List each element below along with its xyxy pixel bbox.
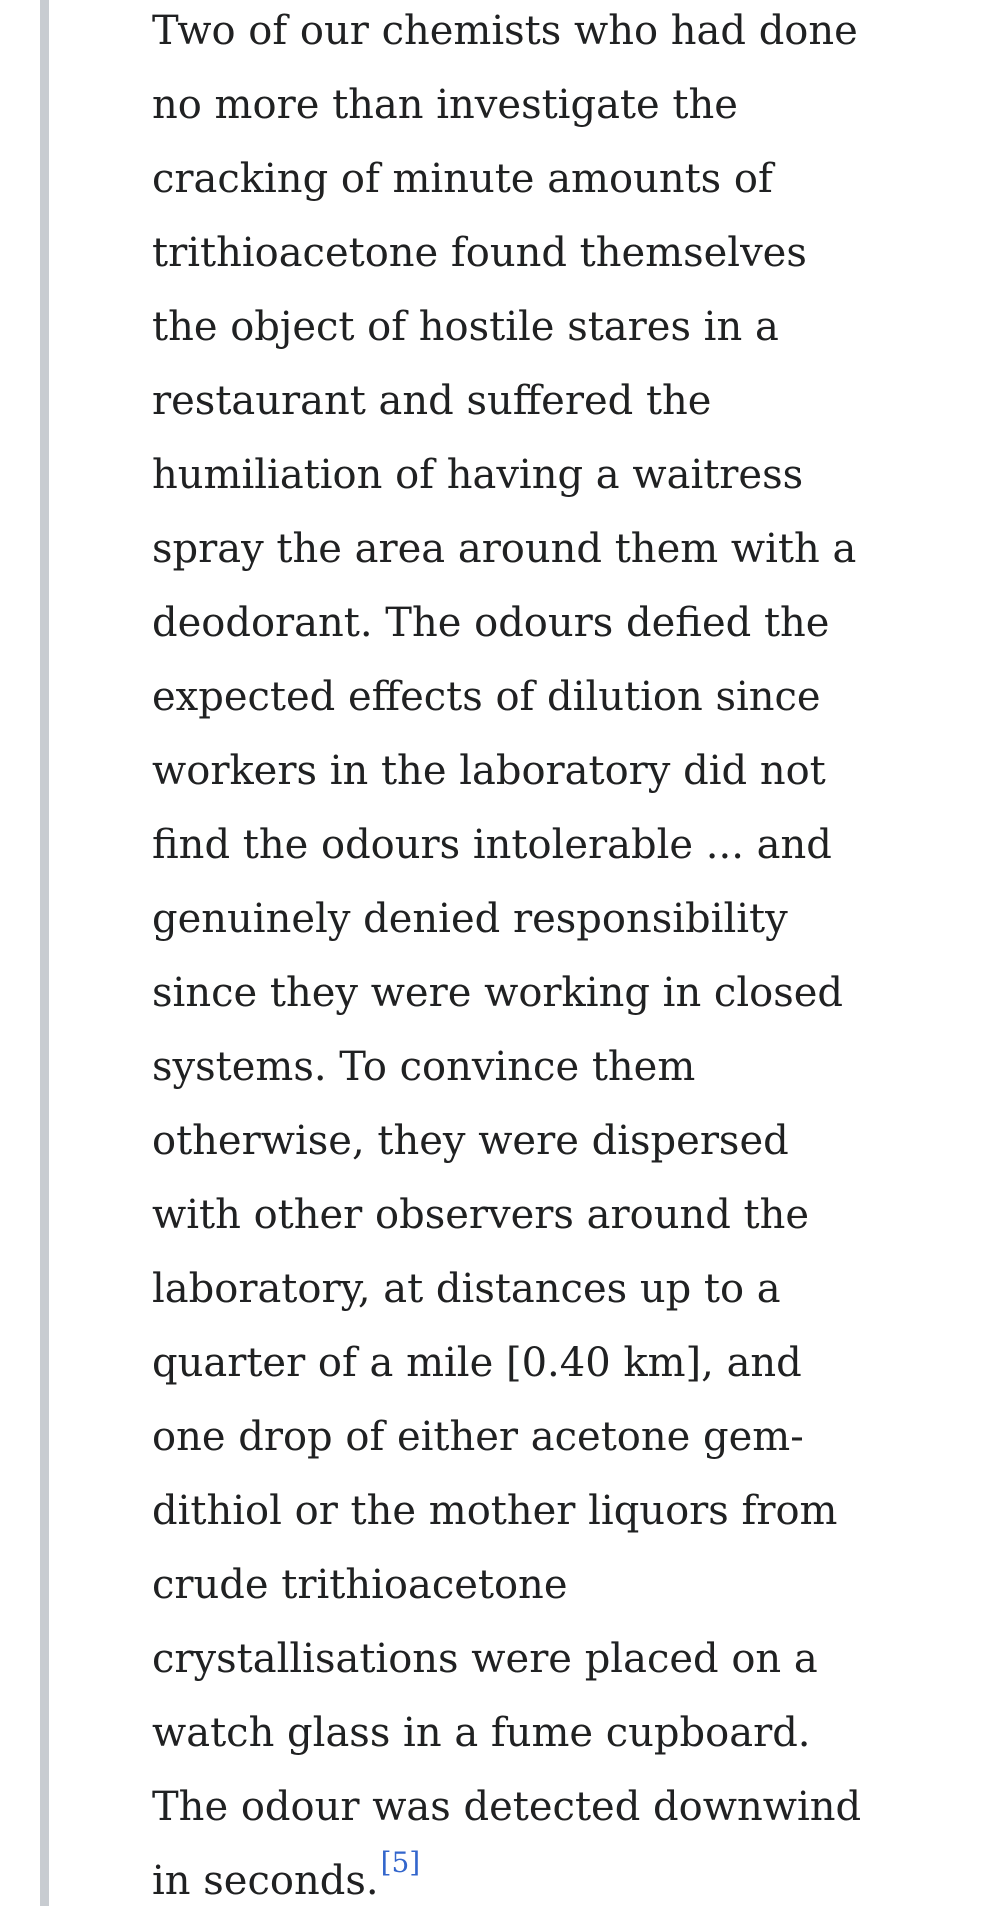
quote-line: systems. To convince them	[152, 1044, 696, 1090]
quote-line: laboratory, at distances up to a	[152, 1266, 781, 1312]
quote-bar	[40, 0, 49, 1906]
quote-line: spray the area around them with a	[152, 526, 857, 572]
quote-line: quarter of a mile [0.40 km], and	[152, 1340, 802, 1386]
quote-line: otherwise, they were dispersed	[152, 1118, 789, 1164]
quote-line: workers in the laboratory did not	[152, 748, 826, 794]
quote-line: since they were working in closed	[152, 970, 844, 1016]
quote-line: humiliation of having a waitress	[152, 452, 804, 498]
quote-line: dithiol or the mother liquors from	[152, 1488, 838, 1534]
quote-line: deodorant. The odours defied the	[152, 600, 830, 646]
quote-line: restaurant and suffered the	[152, 378, 712, 424]
quote-text	[152, 0, 872, 1918]
quote-line: watch glass in a fume cupboard.	[152, 1710, 811, 1756]
quote-line: genuinely denied responsibility	[152, 896, 788, 942]
quote-line: expected effects of dilution since	[152, 674, 821, 720]
quote-line-last-text: in seconds.	[152, 1858, 379, 1904]
quote-line: with other observers around the	[152, 1192, 810, 1238]
quote-line: one drop of either acetone gem-	[152, 1414, 804, 1460]
quote-line: crystallisations were placed on a	[152, 1636, 818, 1682]
citation-link[interactable]: [5]	[380, 1846, 421, 1879]
quote-line: Two of our chemists who had done	[152, 8, 858, 54]
quote-line: the object of hostile stares in a	[152, 304, 779, 350]
quote-line: cracking of minute amounts of	[152, 156, 773, 202]
quote-line: trithioacetone found themselves	[152, 230, 807, 276]
quote-line-last	[152, 1844, 872, 1918]
quote-line: no more than investigate the	[152, 82, 738, 128]
quote-line: crude trithioacetone	[152, 1562, 568, 1608]
quote-line: The odour was detected downwind	[152, 1784, 862, 1830]
quote-line: find the odours intolerable ... and	[152, 822, 832, 868]
